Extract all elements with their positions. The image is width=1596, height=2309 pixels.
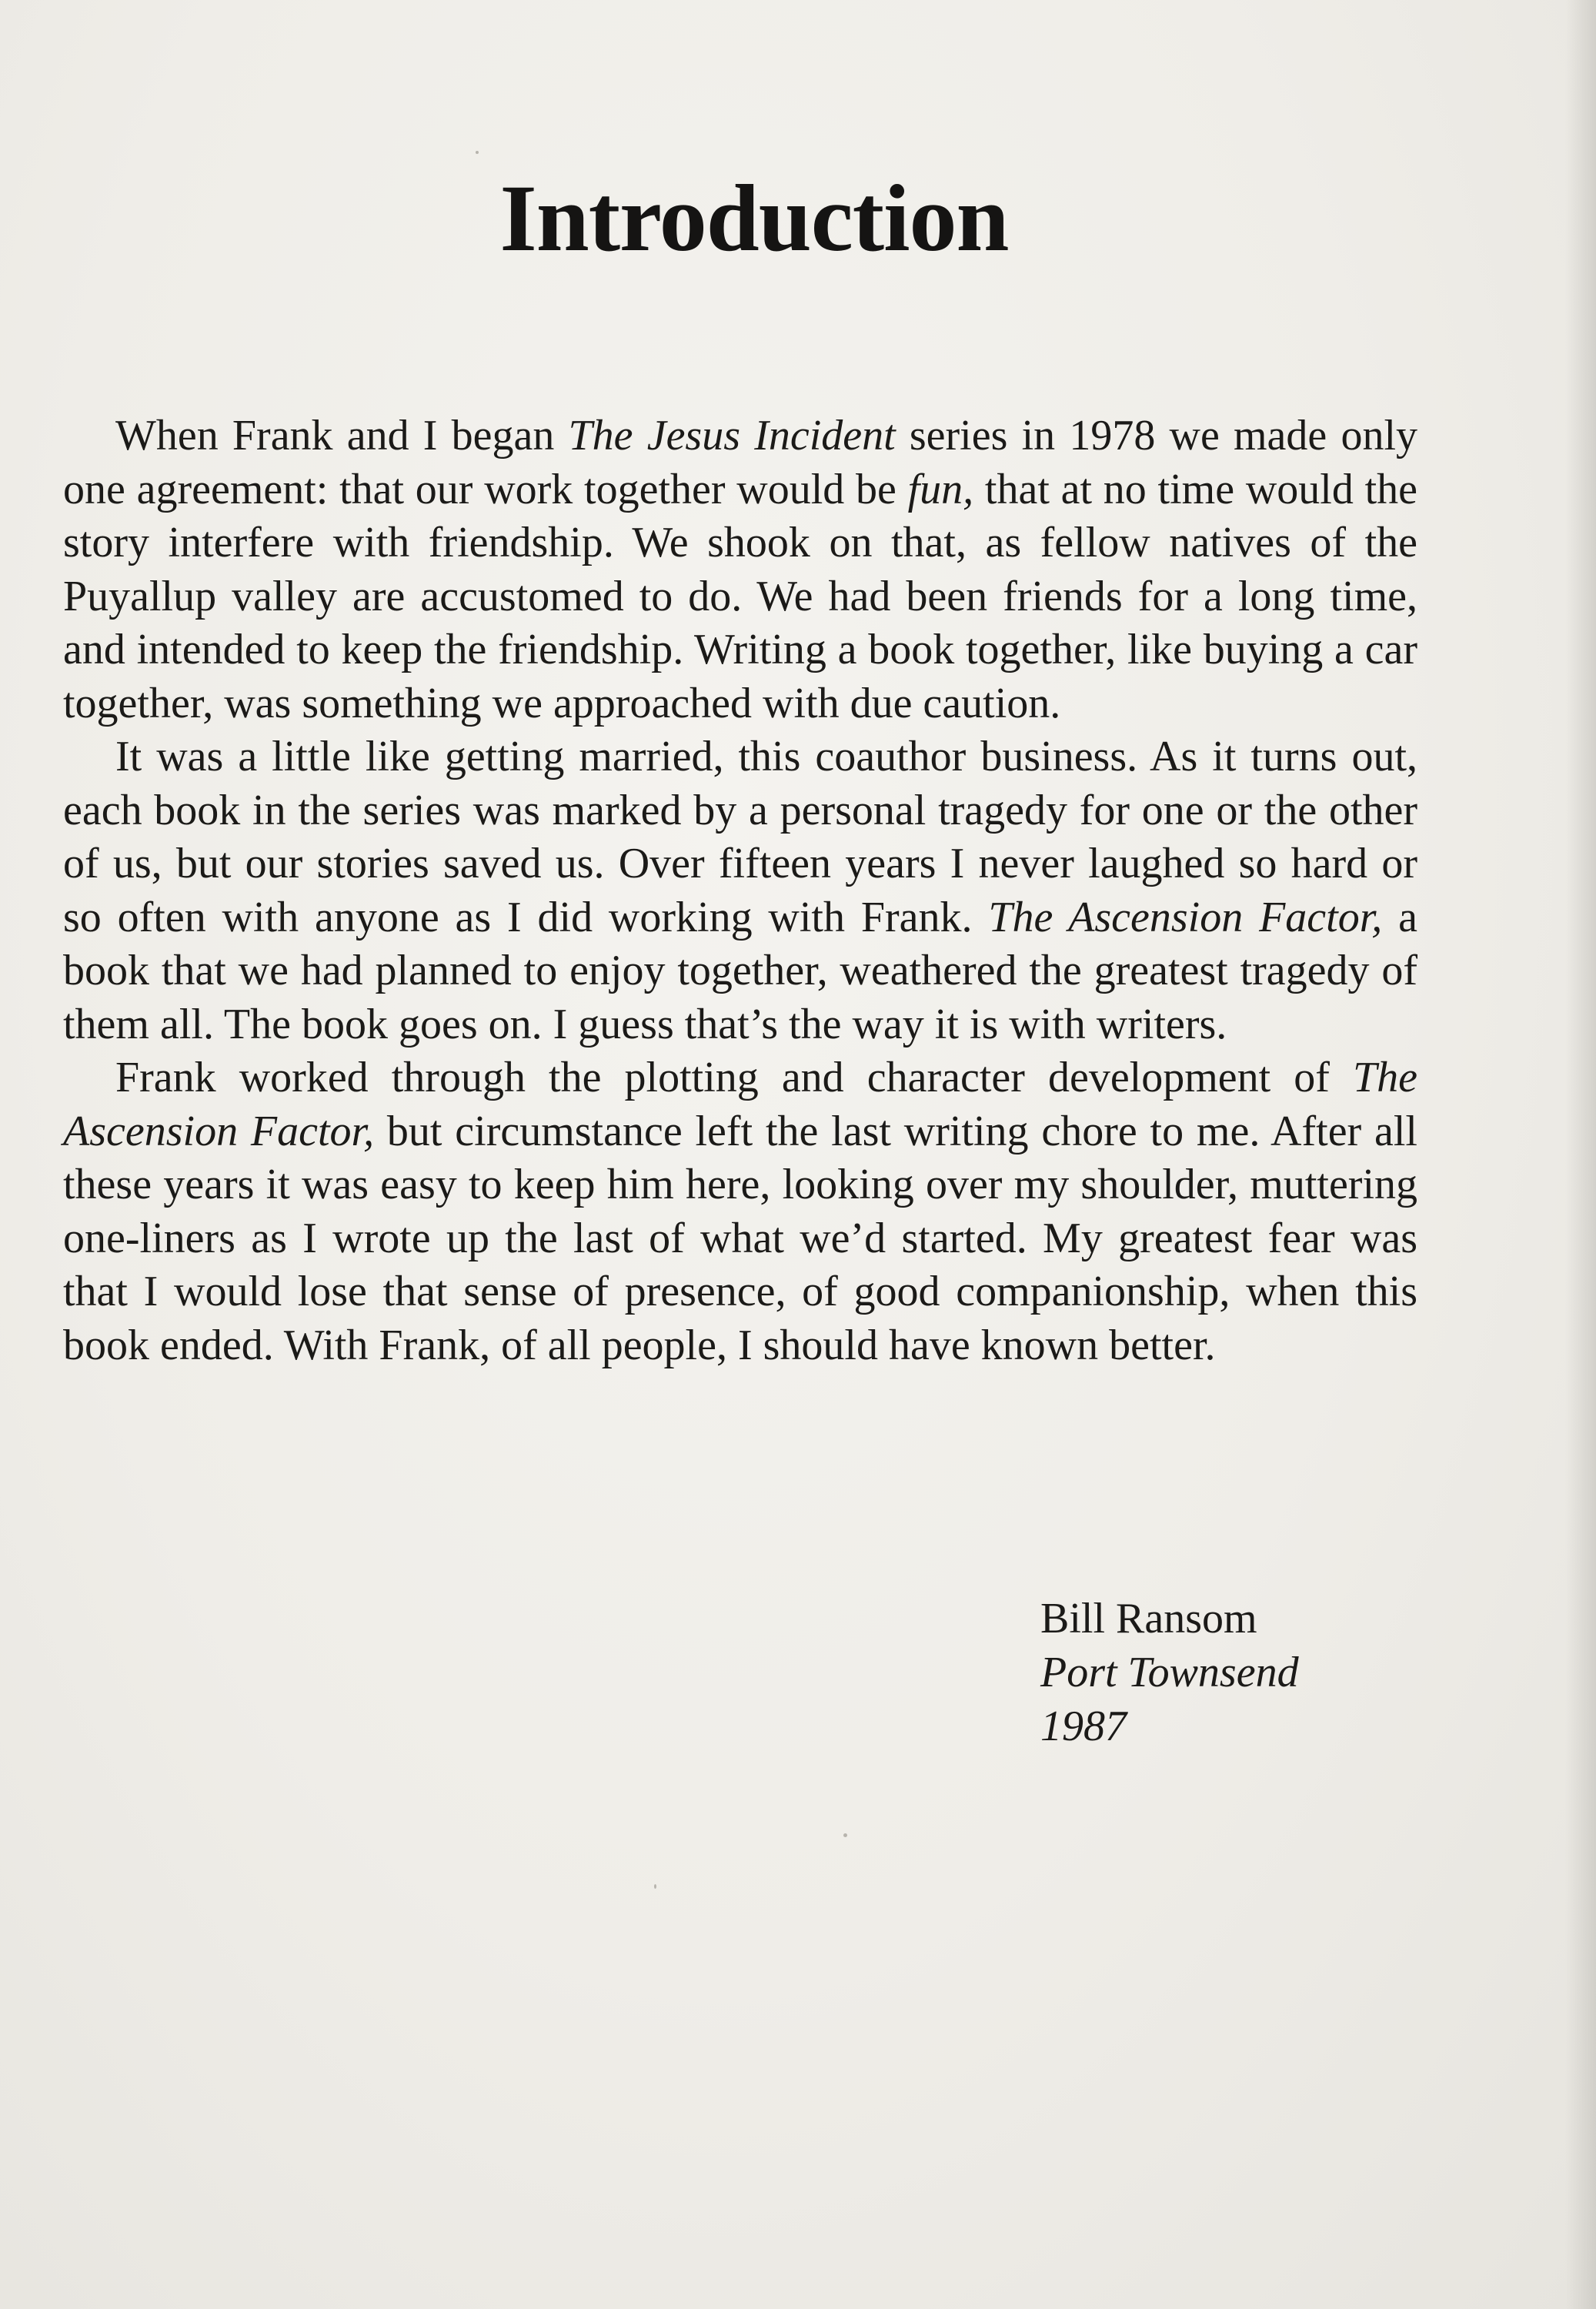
introduction-body (63, 409, 1417, 1372)
book-title-italic: The Ascension Factor, (63, 1054, 1417, 1155)
paragraph (63, 1051, 1417, 1372)
signature-author: Bill Ransom (1040, 1595, 1257, 1642)
signature-block (1040, 1592, 1299, 1753)
paper-speck (476, 151, 479, 154)
text-run: Frank worked through the plotting and character development of (115, 1054, 1353, 1101)
text-run: When Frank and I began (115, 412, 569, 459)
paragraph (63, 409, 1417, 730)
text-run: but circumstance left the last writing chore to me. After all these years it was easy to keep him here, looking over my shoulder, muttering one-liners as I wrote up the last of what we’d started. My greatest fear was that I would lose that sense of presence, of good companionship, when this book ended. With Frank, of all people, I should have known better. (63, 1107, 1417, 1369)
paper-speck (654, 1884, 656, 1889)
page-edge-shadow (1565, 0, 1596, 2309)
text-run: a book that we had planned to enjoy together, weathered the greatest tragedy of them all. The book goes on. I guess that’s the way it is with writers. (63, 893, 1418, 1048)
signature-place: Port Townsend (1040, 1649, 1299, 1696)
emphasis-italic: fun, (907, 465, 974, 513)
paper-speck (843, 1833, 847, 1837)
book-title-italic: The Ascension Factor, (988, 893, 1383, 941)
paragraph (63, 730, 1417, 1051)
text-run: It was a little like getting married, this coauthor business. As it turns out, each book in the series was marked by a personal tragedy for one or the other of us, but our stories saved us. Over fifteen years I never laughed so hard or so often with anyone as I did working with Frank. (63, 733, 1417, 941)
book-title-italic: The Jesus Incident (568, 412, 896, 459)
signature-year: 1987 (1040, 1703, 1127, 1750)
text-run: series in 1978 we made only one agreement: that our work together would be (63, 412, 1418, 513)
text-run: that at no time would the story interfere with friendship. We shook on that, as fellow natives of the Puyallup valley are accustomed to do. We had been friends for a long time, and intended to keep the friendship. Writing a book together, like buying a car together, was something we approached with due caution. (63, 465, 1417, 727)
page-title: Introduction (499, 165, 1009, 271)
